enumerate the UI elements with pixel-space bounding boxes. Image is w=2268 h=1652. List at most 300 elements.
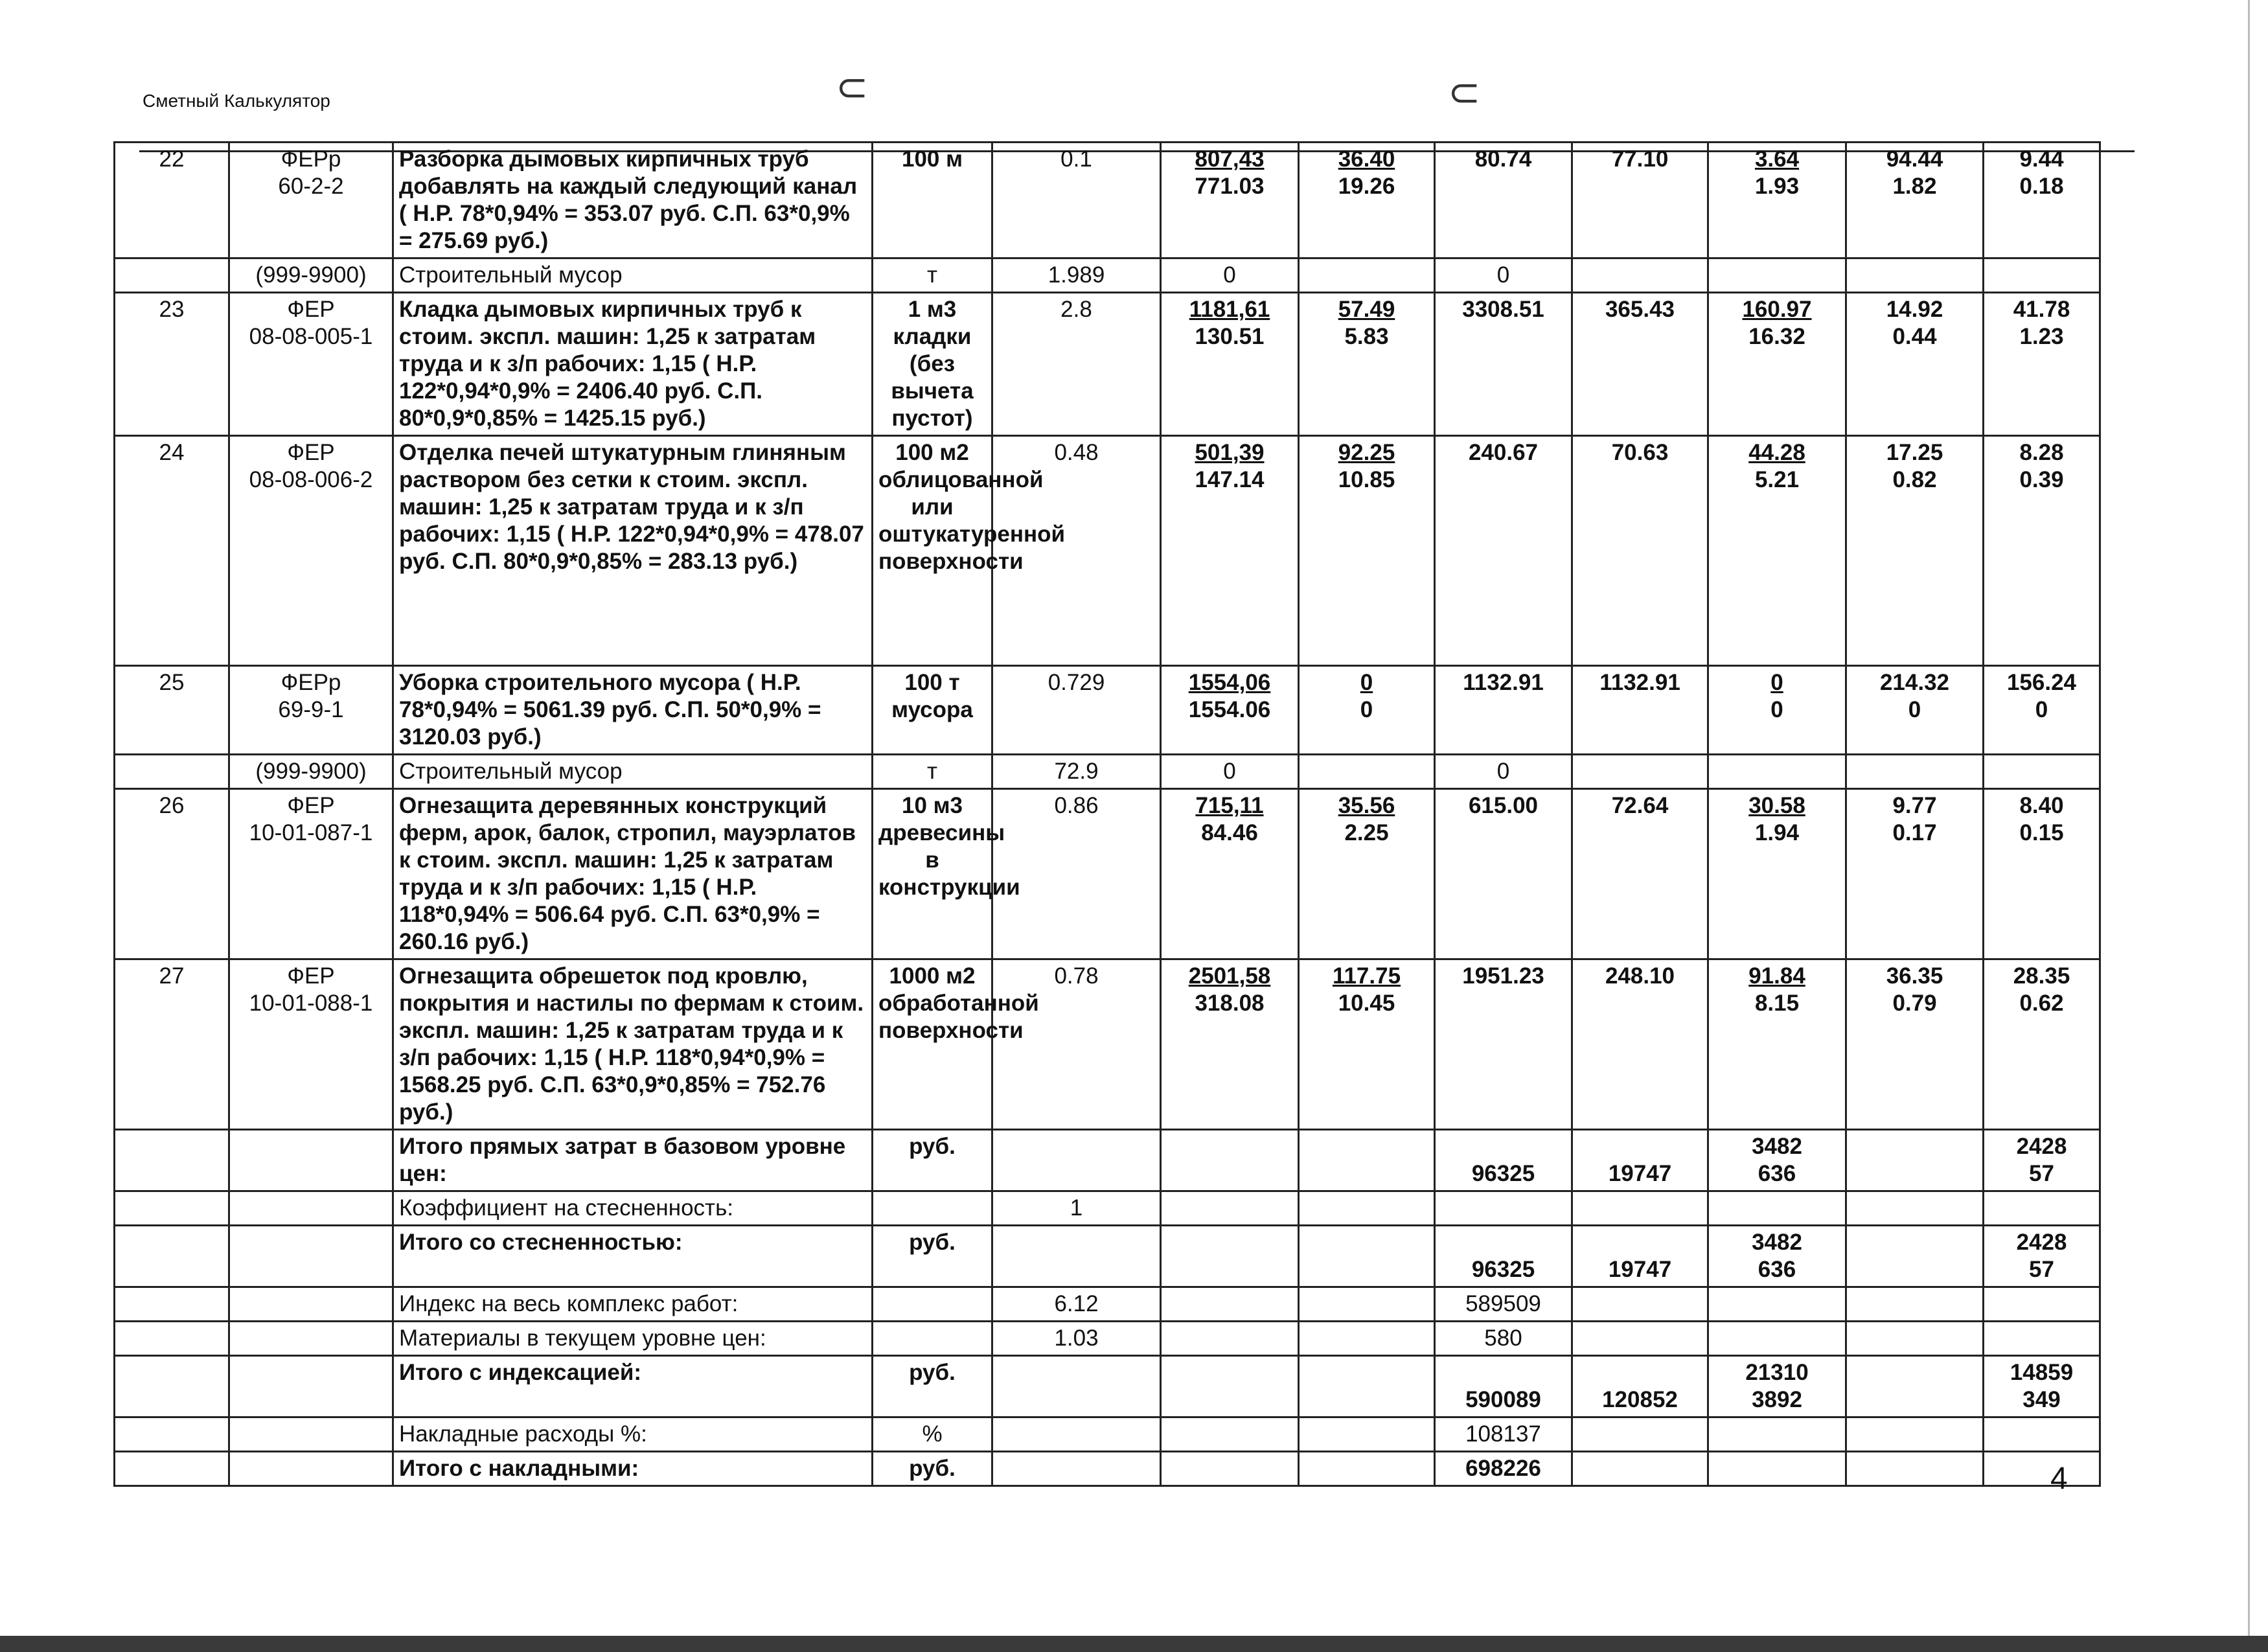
empty-cell xyxy=(1299,1452,1435,1486)
summary-labor-line-1: 2428 xyxy=(2016,1134,2067,1159)
fraction-bottom: 84.46 xyxy=(1201,820,1258,845)
fraction-value xyxy=(1742,296,1811,350)
empty-cell xyxy=(115,1322,229,1356)
labor-unit xyxy=(1846,666,1984,755)
row-number-empty xyxy=(115,258,229,293)
waste-quantity: 72.9 xyxy=(992,755,1161,789)
empty-cell xyxy=(229,1191,393,1226)
fraction-bottom: 19.26 xyxy=(1338,174,1395,199)
empty-cell xyxy=(1846,258,1984,293)
summary-label: Индекс на весь комплекс работ: xyxy=(393,1287,873,1322)
fraction-bottom: 318.08 xyxy=(1195,991,1265,1016)
labor-total-line-2: 0.15 xyxy=(2019,820,2064,845)
labor-unit-line-1: 9.77 xyxy=(1892,793,1937,818)
total-cost: 615.00 xyxy=(1435,789,1572,959)
scan-edge xyxy=(2248,0,2250,1636)
fraction-value xyxy=(1195,439,1264,494)
empty-cell xyxy=(1161,1452,1299,1486)
empty-cell xyxy=(1846,1417,1984,1452)
empty-cell xyxy=(1846,1130,1984,1191)
resource-code: ФЕРр 60-2-2 xyxy=(229,143,393,258)
waste-unit: т xyxy=(873,258,992,293)
labor-unit-line-2: 0 xyxy=(1908,697,1921,722)
fraction-top: 715,11 xyxy=(1195,793,1264,818)
machine-total-cost xyxy=(1708,436,1846,666)
empty-cell xyxy=(1846,1356,1984,1417)
empty-cell xyxy=(1161,1226,1299,1287)
fraction-value xyxy=(1189,296,1270,350)
summary-machine xyxy=(1708,1452,1846,1486)
work-description: Разборка дымовых кирпичных труб добавлять на каждый следующий канал ( Н.Р. 78*0,94% = 353.07 руб. С.П. 63*0,9% = 275.69 руб.) xyxy=(393,143,873,258)
labor-total-line-2: 0.18 xyxy=(2019,174,2064,199)
empty-cell xyxy=(115,1452,229,1486)
machine-unit-cost xyxy=(1299,143,1435,258)
summary-row-cramped xyxy=(115,1226,2100,1287)
unit-price xyxy=(1161,959,1299,1130)
measure-unit: 1000 м2 обработанной поверхности xyxy=(873,959,992,1130)
empty-cell xyxy=(1299,258,1435,293)
row-number: 27 xyxy=(115,959,229,1130)
quantity: 0.729 xyxy=(992,666,1161,755)
fraction-bottom: 8.15 xyxy=(1754,991,1800,1016)
empty-cell xyxy=(1299,1356,1435,1417)
summary-label: Итого с накладными: xyxy=(393,1452,873,1486)
summary-total: 589509 xyxy=(1435,1287,1572,1322)
fraction-value xyxy=(1748,439,1805,494)
summary-total: 590089 xyxy=(1435,1356,1572,1417)
labor-total-line-1: 9.44 xyxy=(2019,146,2064,172)
labor-unit-line-1: 214.32 xyxy=(1879,670,1950,695)
summary-machine xyxy=(1708,1287,1846,1322)
quantity: 0.86 xyxy=(992,789,1161,959)
fraction-bottom: 147.14 xyxy=(1195,467,1265,492)
empty-cell xyxy=(1299,1191,1435,1226)
empty-cell xyxy=(1161,1322,1299,1356)
fraction-top: 807,43 xyxy=(1195,146,1265,172)
fraction-top: 1554,06 xyxy=(1188,670,1271,695)
fraction-top: 44.28 xyxy=(1748,440,1805,465)
fraction-value xyxy=(1195,792,1263,847)
work-description: Кладка дымовых кирпичных труб к стоим. экспл. машин: 1,25 к затратам труда и к з/п рабочих: 1,15 ( Н.Р. 122*0,94*0,9% = 2406.40 руб. С.П. 80*0,9*0,85% = 1425.15 руб.) xyxy=(393,293,873,436)
quantity: 2.8 xyxy=(992,293,1161,436)
fraction-value xyxy=(1770,669,1783,724)
summary-total: 108137 xyxy=(1435,1417,1572,1452)
summary-unit xyxy=(873,1191,992,1226)
app-title: Сметный Калькулятор xyxy=(143,91,330,111)
machine-unit-cost xyxy=(1299,666,1435,755)
summary-labor-line-1: 14859 xyxy=(2010,1360,2074,1385)
row-number: 22 xyxy=(115,143,229,258)
total-cost: 1132.91 xyxy=(1435,666,1572,755)
empty-cell xyxy=(229,1356,393,1417)
empty-cell xyxy=(115,1226,229,1287)
unit-price xyxy=(1161,293,1299,436)
summary-row-overhead xyxy=(115,1417,2100,1452)
summary-labor xyxy=(1984,1417,2100,1452)
work-description: Отделка печей штукатурным глиняным раствором без сетки к стоим. экспл. машин: 1,25 к затратам труда и к з/п рабочих: 1,15 ( Н.Р. 122*0,94*0,9% = 478.07 руб. С.П. 80*0,9*0,85% = 283.13 руб.) xyxy=(393,436,873,666)
labor-unit-line-2: 0.79 xyxy=(1892,991,1937,1016)
labor-total xyxy=(1984,959,2100,1130)
fraction-value xyxy=(1189,963,1271,1017)
summary-row-with-overhead xyxy=(115,1452,2100,1486)
summary-machine xyxy=(1708,1417,1846,1452)
labor-total-line-2: 0.62 xyxy=(2019,991,2064,1016)
labor-total xyxy=(1984,666,2100,755)
labor-unit xyxy=(1846,436,1984,666)
pen-mark-icon: ⊂ xyxy=(836,65,869,110)
fraction-bottom: 5.21 xyxy=(1754,467,1800,492)
summary-salary xyxy=(1572,1287,1708,1322)
summary-machine-line-2: 636 xyxy=(1758,1257,1796,1282)
waste-row xyxy=(115,755,2100,789)
summary-unit xyxy=(873,1322,992,1356)
fraction-top: 92.25 xyxy=(1338,440,1395,465)
summary-machine xyxy=(1708,1226,1846,1287)
empty-cell xyxy=(115,1356,229,1417)
summary-unit: % xyxy=(873,1417,992,1452)
labor-unit-line-2: 0.82 xyxy=(1892,467,1937,492)
summary-quantity: 1 xyxy=(992,1191,1161,1226)
waste-price: 0 xyxy=(1161,258,1299,293)
total-cost: 3308.51 xyxy=(1435,293,1572,436)
resource-code: ФЕР 08-08-005-1 xyxy=(229,293,393,436)
fraction-top: 36.40 xyxy=(1338,146,1395,172)
summary-row-materials xyxy=(115,1322,2100,1356)
table-row xyxy=(115,293,2100,436)
summary-label: Итого прямых затрат в базовом уровне цен: xyxy=(393,1130,873,1191)
fraction-top: 30.58 xyxy=(1748,793,1805,818)
salary-cost: 365.43 xyxy=(1572,293,1708,436)
empty-cell xyxy=(115,1287,229,1322)
resource-code: ФЕР 10-01-087-1 xyxy=(229,789,393,959)
empty-cell xyxy=(1299,755,1435,789)
summary-label: Материалы в текущем уровне цен: xyxy=(393,1322,873,1356)
empty-cell xyxy=(1161,1130,1299,1191)
fraction-value xyxy=(1748,792,1805,847)
resource-code: ФЕР 08-08-006-2 xyxy=(229,436,393,666)
empty-cell xyxy=(1846,1287,1984,1322)
measure-unit: 1 м3 кладки (без вычета пустот) xyxy=(873,293,992,436)
empty-cell xyxy=(1161,1191,1299,1226)
total-cost: 80.74 xyxy=(1435,143,1572,258)
measure-unit: 100 м xyxy=(873,143,992,258)
waste-code: (999-9900) xyxy=(229,755,393,789)
waste-code: (999-9900) xyxy=(229,258,393,293)
waste-description: Строительный мусор xyxy=(393,258,873,293)
summary-labor xyxy=(1984,1452,2100,1486)
summary-quantity: 1.03 xyxy=(992,1322,1161,1356)
summary-unit xyxy=(873,1287,992,1322)
fraction-bottom: 1.93 xyxy=(1754,174,1800,199)
summary-unit: руб. xyxy=(873,1452,992,1486)
fraction-bottom: 5.83 xyxy=(1344,324,1389,349)
summary-machine-line-1: 21310 xyxy=(1745,1360,1809,1385)
table-row xyxy=(115,789,2100,959)
fraction-value xyxy=(1338,439,1395,494)
machine-unit-cost xyxy=(1299,436,1435,666)
empty-cell xyxy=(229,1287,393,1322)
empty-cell xyxy=(229,1226,393,1287)
summary-labor xyxy=(1984,1287,2100,1322)
empty-cell xyxy=(1299,1287,1435,1322)
empty-cell xyxy=(1984,755,2100,789)
empty-cell xyxy=(229,1322,393,1356)
fraction-bottom: 2.25 xyxy=(1344,820,1389,845)
labor-total-line-2: 0 xyxy=(2035,697,2048,722)
row-number: 23 xyxy=(115,293,229,436)
empty-cell xyxy=(1161,1356,1299,1417)
empty-cell xyxy=(229,1130,393,1191)
fraction-bottom: 0 xyxy=(1770,697,1783,722)
quantity: 0.78 xyxy=(992,959,1161,1130)
empty-cell xyxy=(115,1417,229,1452)
empty-cell xyxy=(229,1452,393,1486)
quantity: 0.1 xyxy=(992,143,1161,258)
row-number: 26 xyxy=(115,789,229,959)
machine-unit-cost xyxy=(1299,789,1435,959)
waste-row xyxy=(115,258,2100,293)
empty-cell xyxy=(1846,1322,1984,1356)
machine-total-cost xyxy=(1708,143,1846,258)
summary-labor xyxy=(1984,1130,2100,1191)
fraction-value xyxy=(1360,669,1373,724)
summary-salary: 19747 xyxy=(1572,1226,1708,1287)
salary-cost: 248.10 xyxy=(1572,959,1708,1130)
summary-machine-line-1: 3482 xyxy=(1752,1134,1802,1159)
summary-machine xyxy=(1708,1191,1846,1226)
resource-code: ФЕРр 69-9-1 xyxy=(229,666,393,755)
machine-total-cost xyxy=(1708,293,1846,436)
summary-total: 580 xyxy=(1435,1322,1572,1356)
machine-unit-cost xyxy=(1299,959,1435,1130)
empty-cell xyxy=(229,1417,393,1452)
empty-cell xyxy=(1846,1452,1984,1486)
summary-labor xyxy=(1984,1322,2100,1356)
fraction-bottom: 771.03 xyxy=(1195,174,1265,199)
empty-cell xyxy=(1161,1417,1299,1452)
fraction-top: 0 xyxy=(1770,670,1783,695)
fraction-top: 160.97 xyxy=(1742,297,1812,322)
estimate-table xyxy=(113,141,2101,1487)
quantity: 0.48 xyxy=(992,436,1161,666)
summary-quantity xyxy=(992,1452,1161,1486)
empty-cell xyxy=(1846,1191,1984,1226)
empty-cell xyxy=(1708,755,1846,789)
work-description: Огнезащита деревянных конструкций ферм, арок, балок, стропил, мауэрлатов к стоим. экспл. машин: 1,25 к затратам труда и к з/п рабочих: 1,15 ( Н.Р. 118*0,94% = 506.64 руб. С.П. 63*0,9% = 260.16 руб.) xyxy=(393,789,873,959)
empty-cell xyxy=(1299,1417,1435,1452)
fraction-value xyxy=(1195,146,1264,200)
labor-unit-line-1: 14.92 xyxy=(1886,297,1943,322)
unit-price xyxy=(1161,789,1299,959)
labor-total xyxy=(1984,436,2100,666)
waste-total: 0 xyxy=(1435,258,1572,293)
salary-cost: 1132.91 xyxy=(1572,666,1708,755)
fraction-bottom: 10.85 xyxy=(1338,467,1395,492)
summary-total xyxy=(1435,1191,1572,1226)
fraction-value xyxy=(1338,146,1395,200)
measure-unit: 10 м3 древесины в конструкции xyxy=(873,789,992,959)
empty-cell xyxy=(1846,755,1984,789)
labor-unit-line-1: 17.25 xyxy=(1886,440,1943,465)
summary-quantity xyxy=(992,1130,1161,1191)
fraction-bottom: 1554.06 xyxy=(1188,697,1271,722)
empty-cell xyxy=(1846,1226,1984,1287)
summary-salary: 19747 xyxy=(1572,1130,1708,1191)
labor-unit xyxy=(1846,293,1984,436)
machine-total-cost xyxy=(1708,666,1846,755)
summary-machine-line-1: 3482 xyxy=(1752,1230,1802,1255)
summary-row-direct xyxy=(115,1130,2100,1191)
empty-cell xyxy=(1572,258,1708,293)
labor-unit-line-1: 36.35 xyxy=(1886,963,1943,989)
summary-row-coef xyxy=(115,1191,2100,1226)
summary-total: 698226 xyxy=(1435,1452,1572,1486)
table-row xyxy=(115,666,2100,755)
total-cost: 240.67 xyxy=(1435,436,1572,666)
summary-labor xyxy=(1984,1356,2100,1417)
fraction-top: 57.49 xyxy=(1338,297,1395,322)
summary-quantity xyxy=(992,1356,1161,1417)
unit-price xyxy=(1161,666,1299,755)
machine-total-cost xyxy=(1708,789,1846,959)
measure-unit: 100 т мусора xyxy=(873,666,992,755)
resource-code: ФЕР 10-01-088-1 xyxy=(229,959,393,1130)
fraction-top: 1181,61 xyxy=(1189,297,1270,322)
labor-unit-line-2: 0.44 xyxy=(1892,324,1937,349)
labor-total xyxy=(1984,789,2100,959)
pen-mark-icon: ⊂ xyxy=(1448,70,1481,115)
summary-labor-line-2: 57 xyxy=(2029,1257,2054,1282)
machine-total-cost xyxy=(1708,959,1846,1130)
summary-total: 96325 xyxy=(1435,1226,1572,1287)
fraction-value xyxy=(1189,669,1271,724)
waste-price: 0 xyxy=(1161,755,1299,789)
fraction-bottom: 1.94 xyxy=(1754,820,1800,845)
empty-cell xyxy=(1984,258,2100,293)
empty-cell xyxy=(1299,1130,1435,1191)
page-number: 4 xyxy=(2050,1462,2068,1496)
labor-total xyxy=(1984,143,2100,258)
summary-machine xyxy=(1708,1322,1846,1356)
fraction-bottom: 130.51 xyxy=(1195,324,1265,349)
labor-total-line-1: 8.28 xyxy=(2019,440,2064,465)
summary-quantity xyxy=(992,1417,1161,1452)
row-number-empty xyxy=(115,755,229,789)
fraction-bottom: 16.32 xyxy=(1748,324,1805,349)
empty-cell xyxy=(115,1130,229,1191)
fraction-top: 91.84 xyxy=(1748,963,1805,989)
summary-label: Коэффициент на стесненность: xyxy=(393,1191,873,1226)
total-cost: 1951.23 xyxy=(1435,959,1572,1130)
summary-labor xyxy=(1984,1191,2100,1226)
summary-salary xyxy=(1572,1417,1708,1452)
labor-unit xyxy=(1846,959,1984,1130)
labor-unit-line-2: 0.17 xyxy=(1892,820,1937,845)
unit-price xyxy=(1161,436,1299,666)
fraction-top: 0 xyxy=(1360,670,1373,695)
summary-label: Итого с индексацией: xyxy=(393,1356,873,1417)
fraction-value xyxy=(1338,296,1395,350)
table-row xyxy=(115,959,2100,1130)
table-row xyxy=(115,143,2100,258)
waste-quantity: 1.989 xyxy=(992,258,1161,293)
machine-unit-cost xyxy=(1299,293,1435,436)
empty-cell xyxy=(1572,755,1708,789)
scan-bottom-bar xyxy=(0,1636,2268,1652)
labor-unit-line-1: 94.44 xyxy=(1886,146,1943,172)
row-number: 25 xyxy=(115,666,229,755)
summary-total: 96325 xyxy=(1435,1130,1572,1191)
measure-unit: 100 м2 облицованной или оштукатуренной поверхности xyxy=(873,436,992,666)
summary-machine-line-2: 3892 xyxy=(1752,1387,1802,1412)
fraction-bottom: 0 xyxy=(1360,697,1373,722)
labor-unit-line-2: 1.82 xyxy=(1892,174,1937,199)
summary-labor-line-2: 57 xyxy=(2029,1161,2054,1186)
fraction-top: 2501,58 xyxy=(1188,963,1271,989)
empty-cell xyxy=(1161,1287,1299,1322)
work-description: Уборка строительного мусора ( Н.Р. 78*0,94% = 5061.39 руб. С.П. 50*0,9% = 3120.03 руб.) xyxy=(393,666,873,755)
empty-cell xyxy=(1708,258,1846,293)
fraction-value xyxy=(1748,963,1805,1017)
work-description: Огнезащита обрешеток под кровлю, покрытия и настилы по фермам к стоим. экспл. машин: 1,25 к затратам труда и к з/п рабочих: 1,15 ( Н.Р. 118*0,94*0,9% = 1568.25 руб. С.П. 63*0,9*0,85% = 752.76 руб.) xyxy=(393,959,873,1130)
fraction-top: 35.56 xyxy=(1338,793,1395,818)
salary-cost: 77.10 xyxy=(1572,143,1708,258)
labor-total-line-1: 28.35 xyxy=(2013,963,2070,989)
fraction-value xyxy=(1755,146,1799,200)
empty-cell xyxy=(1299,1226,1435,1287)
fraction-value xyxy=(1338,792,1395,847)
fraction-value xyxy=(1333,963,1401,1017)
labor-total-line-1: 156.24 xyxy=(2006,670,2077,695)
summary-quantity xyxy=(992,1226,1161,1287)
summary-salary xyxy=(1572,1322,1708,1356)
labor-total-line-1: 41.78 xyxy=(2013,297,2070,322)
waste-unit: т xyxy=(873,755,992,789)
summary-machine-line-2: 636 xyxy=(1758,1161,1796,1186)
fraction-top: 501,39 xyxy=(1195,440,1265,465)
fraction-bottom: 10.45 xyxy=(1338,991,1395,1016)
labor-total-line-2: 0.39 xyxy=(2019,467,2064,492)
summary-unit: руб. xyxy=(873,1130,992,1191)
salary-cost: 70.63 xyxy=(1572,436,1708,666)
summary-salary xyxy=(1572,1452,1708,1486)
labor-total xyxy=(1984,293,2100,436)
unit-price xyxy=(1161,143,1299,258)
row-number: 24 xyxy=(115,436,229,666)
labor-unit xyxy=(1846,789,1984,959)
fraction-top: 3.64 xyxy=(1754,146,1800,172)
summary-salary xyxy=(1572,1191,1708,1226)
waste-total: 0 xyxy=(1435,755,1572,789)
empty-cell xyxy=(1299,1322,1435,1356)
waste-description: Строительный мусор xyxy=(393,755,873,789)
summary-unit: руб. xyxy=(873,1226,992,1287)
summary-quantity: 6.12 xyxy=(992,1287,1161,1322)
summary-machine xyxy=(1708,1356,1846,1417)
summary-machine xyxy=(1708,1130,1846,1191)
table-row xyxy=(115,436,2100,666)
summary-salary: 120852 xyxy=(1572,1356,1708,1417)
empty-cell xyxy=(115,1191,229,1226)
labor-total-line-2: 1.23 xyxy=(2019,324,2064,349)
summary-labor xyxy=(1984,1226,2100,1287)
summary-label: Накладные расходы %: xyxy=(393,1417,873,1452)
summary-row-indexed xyxy=(115,1356,2100,1417)
summary-labor-line-2: 349 xyxy=(2022,1387,2061,1412)
summary-labor-line-1: 2428 xyxy=(2016,1230,2067,1255)
summary-row-index xyxy=(115,1287,2100,1322)
fraction-top: 117.75 xyxy=(1332,963,1401,989)
